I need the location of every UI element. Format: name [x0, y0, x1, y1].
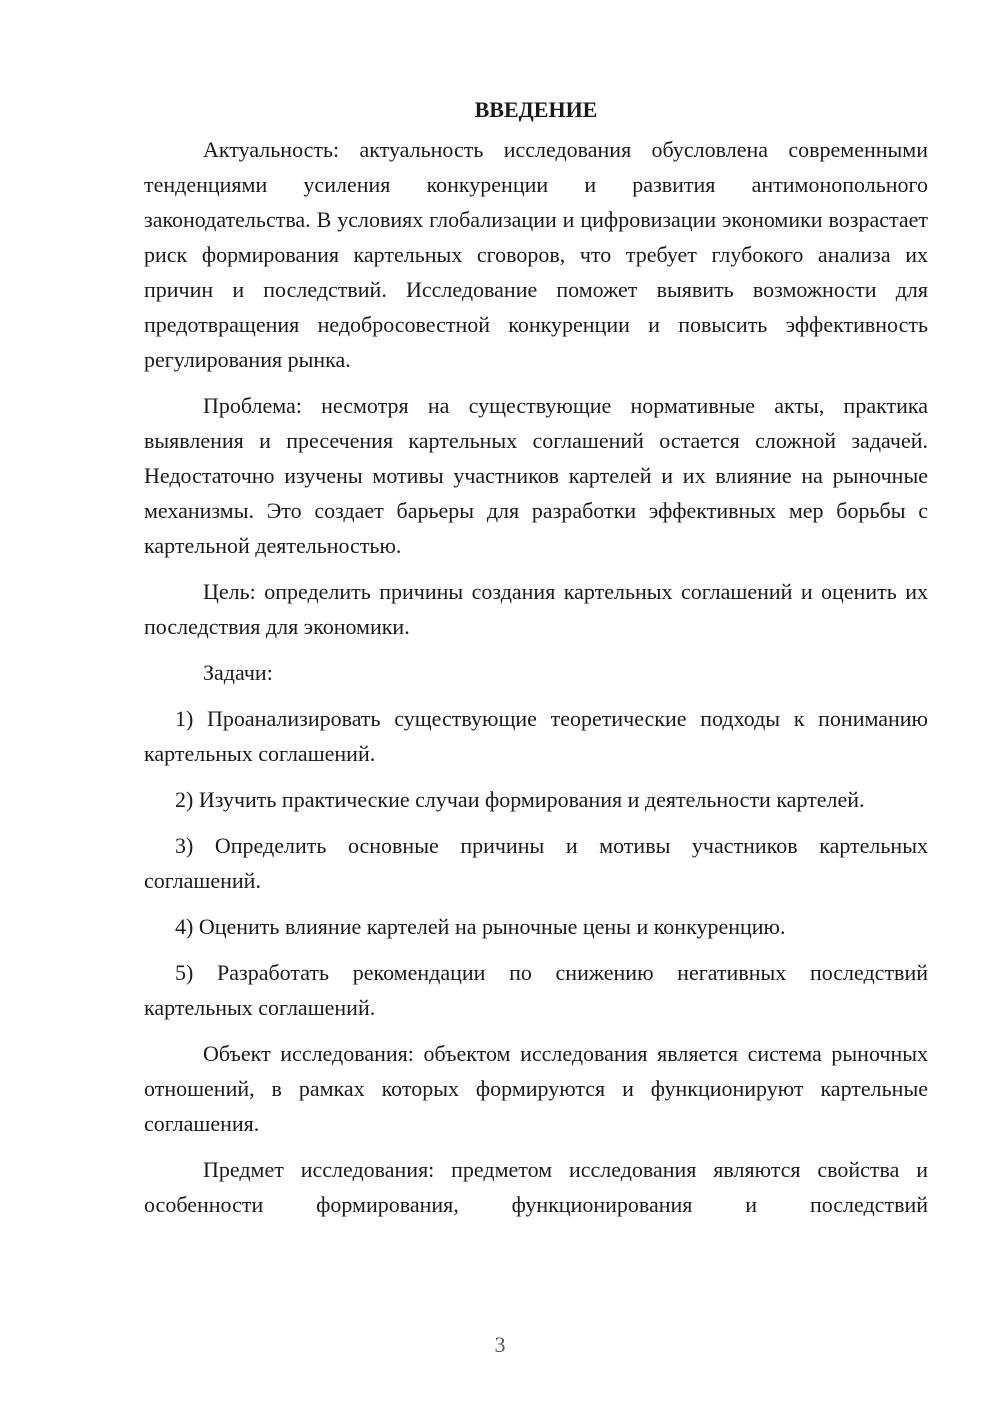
paragraph-goal: Цель: определить причины создания картельных соглашений и оценить их последствия для экономики. — [144, 579, 928, 639]
document-page — [144, 92, 928, 1233]
task-item-5: 5) Разработать рекомендации по снижению негативных последствий картельных соглашений. — [144, 960, 928, 1020]
task-item-3: 3) Определить основные причины и мотивы участников картельных соглашений. — [144, 833, 928, 893]
paragraph-subject: Предмет исследования: предметом исследования являются свойства и особенности формирования, функционирования и последствий — [144, 1157, 928, 1217]
task-item-2: 2) Изучить практические случаи формирования и деятельности картелей. — [175, 787, 865, 812]
paragraph-tasks-heading: Задачи: — [203, 660, 273, 685]
page-number: 3 — [494, 1332, 506, 1357]
task-item-1: 1) Проанализировать существующие теоретические подходы к пониманию картельных соглашений. — [144, 706, 928, 766]
paragraph-problem: Проблема: несмотря на существующие нормативные акты, практика выявления и пресечения картельных соглашений остается сложной задачей. Недостаточно изучены мотивы участников картелей и их влияние на рыночные механизмы. Это создает барьеры для разработки эффективных мер борьбы с картельной деятельностью. — [144, 393, 928, 558]
page-title: ВВЕДЕНИЕ — [474, 97, 598, 122]
paragraph-object: Объект исследования: объектом исследования является система рыночных отношений, в рамках которых формируются и функционируют картельные соглашения. — [144, 1041, 928, 1136]
paragraph-relevance: Актуальность: актуальность исследования обусловлена современными тенденциями усиления конкуренции и развития антимонопольного законодательства. В условиях глобализации и цифровизации экономики возрастает риск формирования картельных сговоров, что требует глубокого анализа их причин и последствий. Исследование поможет выявить возможности для предотвращения недобросовестной конкуренции и повысить эффективность регулирования рынка. — [144, 137, 928, 372]
task-item-4: 4) Оценить влияние картелей на рыночные цены и конкуренцию. — [175, 914, 786, 939]
